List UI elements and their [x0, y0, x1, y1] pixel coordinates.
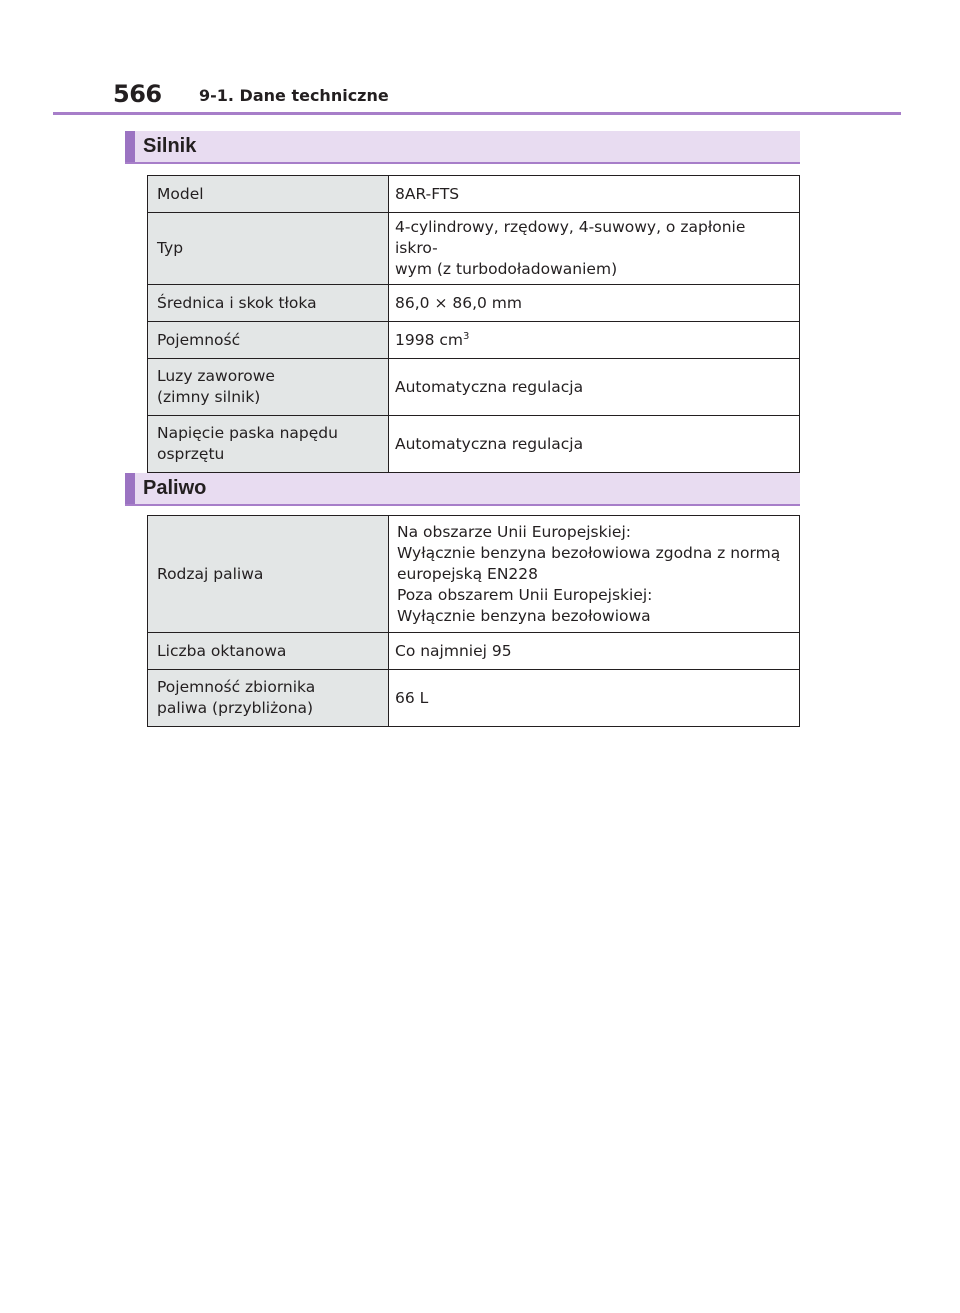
table-row: [148, 416, 800, 473]
row-label: Typ: [148, 213, 389, 285]
table-row: [148, 213, 800, 285]
page-header: [0, 0, 960, 116]
section-title-fuel: Paliwo: [143, 477, 207, 499]
page-number: 566: [113, 80, 162, 108]
row-value: 66 L: [389, 670, 800, 727]
row-value: Co najmniej 95: [389, 633, 800, 670]
row-label: Liczba oktanowa: [148, 633, 389, 670]
value-line: Wyłącznie benzyna bezołowiowa: [397, 606, 651, 625]
table-row: [148, 285, 800, 322]
value-line: 4-cylindrowy, rzędowy, 4-suwowy, o zapłonie iskro-: [395, 218, 746, 257]
row-label: [148, 670, 389, 727]
engine-spec-table: [147, 175, 800, 473]
value-line: europejską EN228: [397, 564, 539, 583]
row-value: 8AR-FTS: [389, 176, 800, 213]
label-line: osprzętu: [157, 445, 225, 463]
section-header-fuel: [125, 473, 800, 506]
value-line: Poza obszarem Unii Europejskiej:: [397, 585, 653, 604]
table-row: [148, 176, 800, 213]
label-line: Luzy zaworowe: [157, 367, 275, 385]
value-text: 1998 cm: [395, 330, 463, 349]
table-row: [148, 670, 800, 727]
value-line: wym (z turbodoładowaniem): [395, 260, 618, 278]
section-title-engine: Silnik: [143, 135, 197, 157]
row-label: Pojemność: [148, 322, 389, 359]
header-rule: [53, 112, 901, 115]
row-label: [148, 416, 389, 473]
value-superscript: 3: [463, 330, 470, 342]
row-value: [389, 213, 800, 285]
section-accent: [125, 131, 135, 162]
row-label: Model: [148, 176, 389, 213]
row-value: [389, 516, 800, 633]
row-label: Średnica i skok tłoka: [148, 285, 389, 322]
value-line: Wyłącznie benzyna bezołowiowa zgodna z normą: [397, 543, 781, 562]
chapter-title: 9-1. Dane techniczne: [199, 86, 389, 105]
table-row: [148, 516, 800, 633]
label-line: Napięcie paska napędu: [157, 424, 338, 442]
row-value: [389, 322, 800, 359]
section-header-engine: [125, 131, 800, 164]
table-row: [148, 633, 800, 670]
section-accent: [125, 473, 135, 504]
table-row: [148, 359, 800, 416]
row-value: 86,0 × 86,0 mm: [389, 285, 800, 322]
label-line: Pojemność zbiornika: [157, 678, 316, 696]
row-label: [148, 359, 389, 416]
table-row: [148, 322, 800, 359]
value-line: Na obszarze Unii Europejskiej:: [397, 522, 631, 541]
label-line: paliwa (przybliżona): [157, 699, 314, 717]
label-line: (zimny silnik): [157, 388, 261, 406]
row-value: Automatyczna regulacja: [389, 359, 800, 416]
fuel-spec-table: [147, 515, 800, 727]
row-value: Automatyczna regulacja: [389, 416, 800, 473]
row-label: Rodzaj paliwa: [148, 516, 389, 633]
